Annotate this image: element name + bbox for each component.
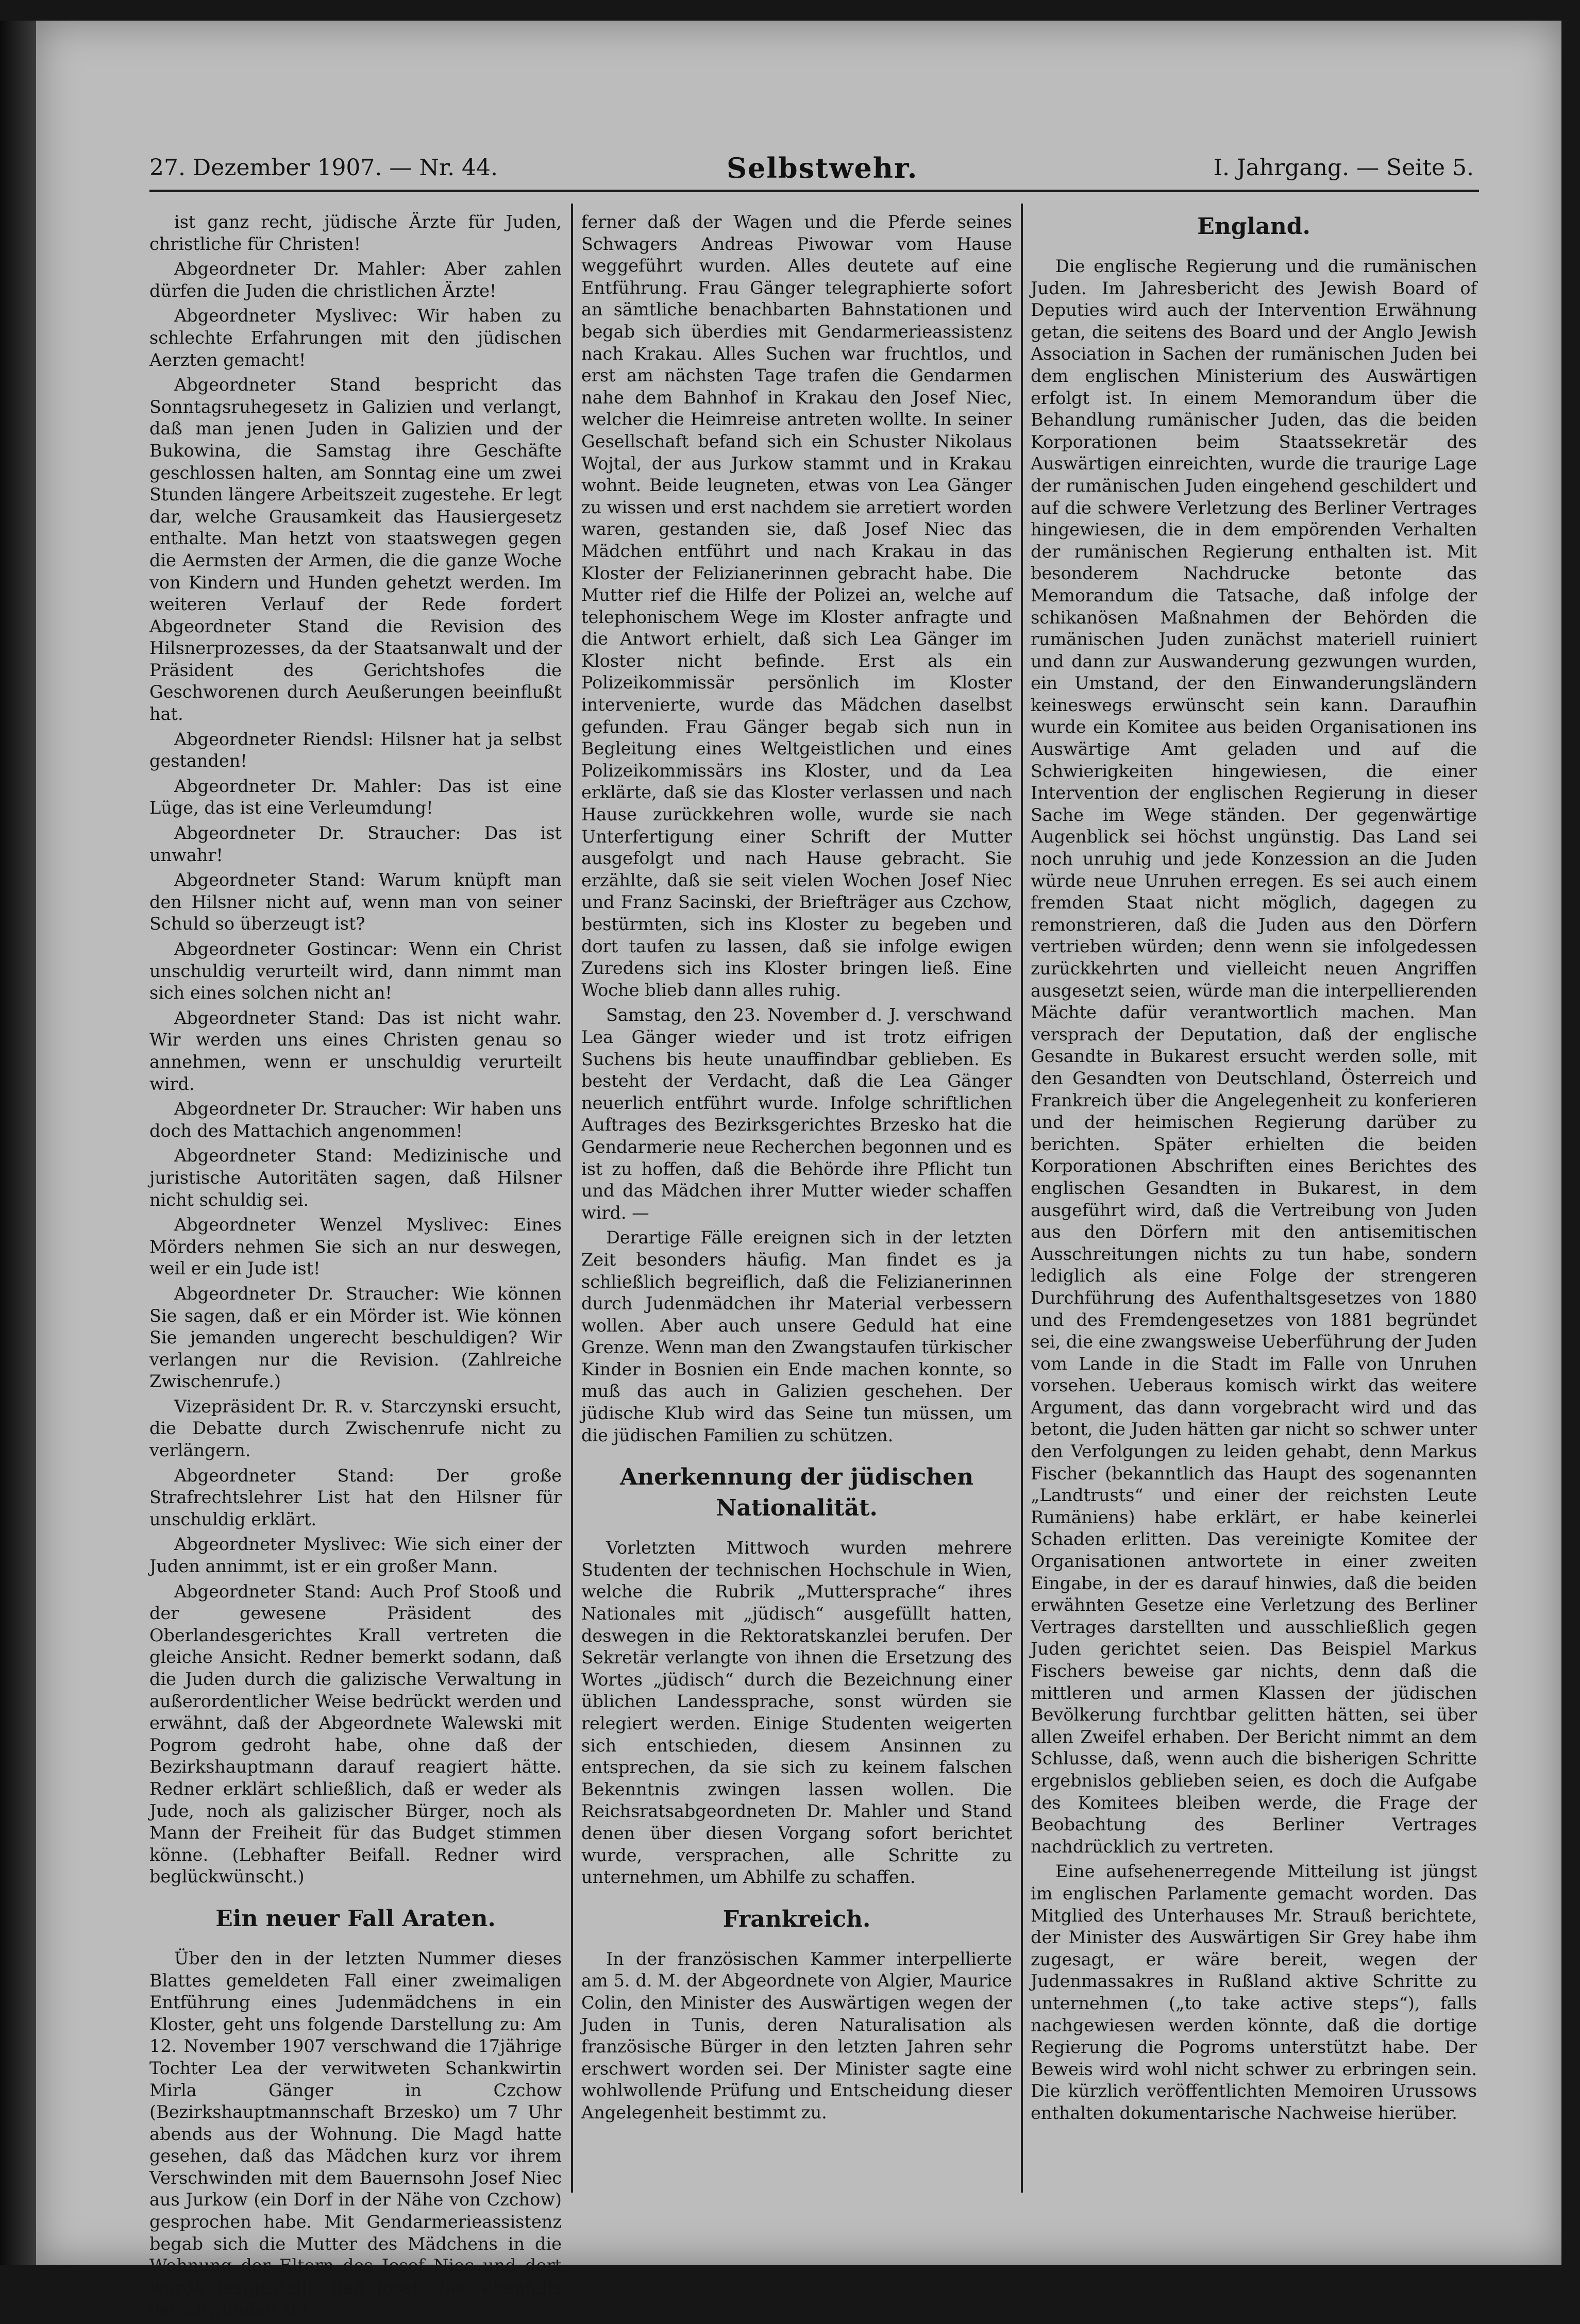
column-divider-2 xyxy=(1021,204,1023,2193)
paragraph: Vorletzten Mittwoch wurden mehrere Studenten der technischen Hochschule in Wien, welche die Rubrik „Muttersprache“ ihres Nationales mit „jüdisch“ ausgefüllt hatten, deswegen in die Rektoratskanzlei berufen. Der Sekretär verlangte von ihnen die Ersetzung des Wortes „jüdisch“ durch die Bezeichnung einer üblichen Landessprache, sonst würden sie relegiert werden. Einige Studenten weigerten sich entschieden, diesem Ansinnen zu entsprechen, da sie sich zu keinem falschen Bekenntnis zwingen lassen wollen. Die Reichsratsabgeordneten Dr. Mahler und Stand denen über diesen Vorgang sofort berichtet wurde, versprachen, alle Schritte zu unternehmen, um Abhilfe zu schaffen. xyxy=(581,1538,1012,1888)
paragraph: Vizepräsident Dr. R. v. Starczynski ersucht, die Debatte durch Zwischenrufe nicht zu verlängern. xyxy=(149,1396,562,1461)
paragraph: Abgeordneter Stand bespricht das Sonntagsruhegesetz in Galizien und verlangt, daß man jenen Juden in Galizien und der Bukowina, die Samstag ihre Geschäfte geschlossen halten, am Sonntag eine um zwei Stunden längere Arbeitszeit zugestehe. Er legt dar, welche Grausamkeit das Hausiergesetz enthalte. Man hetzt von staatswegen gegen die Aermsten der Armen, die die ganze Woche von Kindern und Hunden gehetzt werden. Im weiteren Verlauf der Rede fordert Abgeordneter Stand die Revision des Hilsnerprozesses, da der Staatsanwalt und der Präsident des Gerichtshofes die Geschworenen durch Aeußerungen beeinflußt hat. xyxy=(149,375,562,725)
paragraph: Abgeordneter Dr. Straucher: Wir haben uns doch des Mattachich angenommen! xyxy=(149,1099,562,1141)
paragraph: ist ganz recht, jüdische Ärzte für Juden, christliche für Christen! xyxy=(149,212,562,254)
paragraph: Abgeordneter Myslivec: Wir haben zu schlechte Erfahrungen mit den jüdischen Aerzten gemacht! xyxy=(149,306,562,370)
paragraph: Derartige Fälle ereignen sich in der letzten Zeit besonders häufig. Man findet es ja schließlich begreiflich, daß die Felizianerinnen durch Judenmädchen ihr Material verbessern wollen. Aber auch unsere Geduld hat eine Grenze. Wenn man den Zwangstaufen türkischer Kinder in Bosnien ein Ende machen konnte, so muß das auch in Galizien geschehen. Der jüdische Klub wird das Seine tun müssen, um die jüdischen Familien zu schützen. xyxy=(581,1227,1012,1445)
paragraph: Über den in der letzten Nummer dieses Blattes gemeldeten Fall einer zweimaligen Entführung eines Judenmädchens in ein Kloster, geht uns folgende Darstellung zu: Am 12. November 1907 verschwand die 17jährige Tochter Lea der verwitweten Schankwirtin Mirla Gänger in Czchow (Bezirkshauptmannschaft Brzesko) um 7 Uhr abends aus der Wohnung. Die Magd hatte gesehen, daß das Mädchen kurz vor ihrem Verschwinden mit dem Bauernsohn Josef Niec aus Jurkow (ein Dorf in der Nähe von Czchow) gesprochen habe. Mit Gendarmerieassistenz begab sich die Mutter des Mädchens in die Wohnung der Eltern des Josef Niec und dort wurde festgestellt, daß Josef Niec ebenfalls verschwunden sei, xyxy=(149,1948,562,2320)
paragraph: Abgeordneter Dr. Mahler: Das ist eine Lüge, das ist eine Verleumdung! xyxy=(149,776,562,818)
header-date-issue: 27. Dezember 1907. — Nr. 44. xyxy=(149,155,498,181)
paragraph: Abgeordneter Riendsl: Hilsner hat ja selbst gestanden! xyxy=(149,729,562,771)
paragraph: Samstag, den 23. November d. J. verschwand Lea Gänger wieder und ist trotz eifrigen Suchens bis heute unauffindbar geblieben. Es besteht der Verdacht, daß die Lea Gänger neuerlich entführt wurde. Infolge schriftlichen Auftrages des Bezirksgerichtes Brzesko hat die Gendarmerie neue Recherchen begonnen und es ist zu hoffen, daß die Behörde ihre Pflicht tun und das Mädchen ihrer Mutter wieder schaffen wird. — xyxy=(581,1005,1012,1223)
column-2 xyxy=(581,211,1012,2127)
paragraph: Abgeordneter Dr. Mahler: Aber zahlen dürfen die Juden die christlichen Ärzte! xyxy=(149,259,562,301)
paragraph: Abgeordneter Stand: Der große Strafrechtslehrer List hat den Hilsner für unschuldig erklärt. xyxy=(149,1465,562,1529)
paragraph: Abgeordneter Stand: Auch Prof Stooß und der gewesene Präsident des Oberlandesgerichtes Krall vertreten die gleiche Ansicht. Redner bemerkt sodann, daß die Juden durch die galizische Verwaltung in außerordentlicher Weise bedrückt werden und erwähnt, daß der Abgeordnete Walewski mit Pogrom gedroht habe, ohne daß der Bezirkshauptmann darauf reagiert hätte. Redner erklärt schließlich, daß er weder als Jude, noch als galizischer Bürger, noch als Mann der Freiheit für das Budget stimmen könne. (Lebhafter Beifall. Redner wird beglückwünscht.) xyxy=(149,1581,562,1887)
column-3 xyxy=(1031,211,1477,2127)
paragraph: Abgeordneter Stand: Warum knüpft man den Hilsner nicht auf, wenn man von seiner Schuld so überzeugt ist? xyxy=(149,870,562,934)
header-volume-page: I. Jahrgang. — Seite 5. xyxy=(1213,155,1474,181)
paragraph: Abgeordneter Stand: Das ist nicht wahr. Wir werden uns eines Christen genau so annehmen, wenn er unschuldig verurteilt wird. xyxy=(149,1007,562,1094)
paragraph: Abgeordneter Gostincar: Wenn ein Christ unschuldig verurteilt wird, dann nimmt man sich eines solchen nicht an! xyxy=(149,939,562,1003)
article-headline: England. xyxy=(1197,213,1310,240)
header-rule xyxy=(149,190,1479,192)
scan-edge xyxy=(0,21,36,2265)
article-headline: Anerkennung der jüdischen Nationalität. xyxy=(619,1464,974,1522)
paragraph: Abgeordneter Wenzel Myslivec: Eines Mörders nehmen Sie sich an nur deswegen, weil er ein Jude ist! xyxy=(149,1215,562,1279)
column-divider-1 xyxy=(571,204,573,2193)
paragraph: Abgeordneter Myslivec: Wie sich einer der Juden annimmt, ist er ein großer Mann. xyxy=(149,1534,562,1577)
column-1 xyxy=(149,211,562,2324)
paragraph: ferner daß der Wagen und die Pferde seines Schwagers Andreas Piwowar vom Hause weggeführt wurden. Alles deutete auf eine Entführung. Frau Gänger telegraphierte sofort an sämtliche benachbarten Bahnstationen und begab sich überdies mit Gendarmerieassistenz nach Krakau. Alles Suchen war fruchtlos, und erst am nächsten Tage trafen die Gendarmen nahe dem Bahnhof in Krakau den Josef Niec, welcher die Heimreise antreten wollte. In seiner Gesellschaft befand sich ein Schuster Nikolaus Wojtal, der aus Jurkow stammt und in Krakau wohnt. Beide leugneten, etwas von Lea Gänger zu wissen und erst nachdem sie arretiert worden waren, gestanden sie, daß Josef Niec das Mädchen entführt und nach Krakau in das Kloster der Felizianerinnen gebracht habe. Die Mutter rief die Hilfe der Polizei an, welche auf telephonischem Wege im Kloster anfragte und die Antwort erhielt, daß sich Lea Gänger im Kloster nicht befinde. Erst als ein Polizeikommissär persönlich im Kloster intervenierte, wurde das Mädchen daselbst gefunden. Frau Gänger begab sich nun in Begleitung eines Weltgeistlichen und eines Polizeikommissärs ins Kloster, und da Lea erklärte, daß sie das Kloster verlassen und nach Hause zurückkehren wolle, wurde sie nach Unterfertigung einer Schrift der Mutter ausgefolgt und nach Hause gebracht. Sie erzählte, daß sie seit vielen Wochen Josef Niec und Franz Sacinski, der Briefträger aus Czchow, bestürmten, sich ins Kloster zu begeben und dort taufen zu lassen, daß sie infolge ewigen Zuredens sich ins Kloster bringen ließ. Eine Woche blieb dann alles ruhig. xyxy=(581,212,1012,1000)
paragraph: In der französischen Kammer interpellierte am 5. d. M. der Abgeordnete von Algier, Maurice Colin, den Minister des Auswärtigen wegen der Juden in Tunis, deren Naturalisation als französische Bürger in den letzten Jahren sehr erschwert worden sei. Der Minister sagte eine wohlwollende Prüfung und Entscheidung dieser Angelegenheit bestimmt zu. xyxy=(581,1948,1012,2123)
page-header xyxy=(149,151,1474,191)
header-masthead: Selbstwehr. xyxy=(727,151,918,184)
article-headline: Frankreich. xyxy=(722,1906,871,1932)
paragraph: Eine aufsehenerregende Mitteilung ist jüngst im englischen Parlamente gemacht worden. Das Mitglied des Unterhauses Mr. Strauß berichtete, der Minister des Auswärtigen Sir Grey habe ihm zugesagt, er wäre bereit, wegen der Judenmassakres in Rußland aktive Schritte zu unternehmen („to take active steps“), falls nachgewiesen werden könnte, daß die dortige Regierung die Pogroms unterstützt habe. Der Beweis wird wohl nicht schwer zu erbringen sein. Die kürzlich veröffentlichten Memoiren Urussows enthalten dokumentarische Nachweise hierüber. xyxy=(1031,1861,1477,2123)
paragraph: Abgeordneter Dr. Straucher: Wie können Sie sagen, daß er ein Mörder ist. Wie können Sie jemanden ungerecht beschuldigen? Wir verlangen nur die Revision. (Zahlreiche Zwischenrufe.) xyxy=(149,1283,562,1392)
paragraph: Die englische Regierung und die rumänischen Juden. Im Jahresbericht des Jewish Board of Deputies wird auch der Intervention Erwähnung getan, die seitens des Board und der Anglo Jewish Association in Sachen der rumänischen Juden bei dem englischen Ministerium des Auswärtigen erfolgt ist. In einem Memorandum über die Behandlung rumänischer Juden, das die beiden Korporationen beim Staatssekretär des Auswärtigen einreichten, wurde die traurige Lage der rumänischen Juden eingehend geschildert und auf die schwere Verletzung des Berliner Vertrages hingewiesen, die in dem empörenden Verhalten der rumänischen Regierung enthalten ist. Mit besonderem Nachdrucke betonte das Memorandum die Tatsache, daß infolge der schikanösen Maßnahmen der Behörden die rumänischen Juden zunächst materiell ruiniert und dann zur Auswanderung gezwungen wurden, ein Umstand, der den Einwanderungsländern keineswegs erwünscht sein kann. Daraufhin wurde ein Komitee aus beiden Organisationen ins Auswärtige Amt geladen und auf die Schwierigkeiten hingewiesen, die einer Intervention der englischen Regierung in dieser Sache im Wege ständen. Der gegenwärtige Augenblick sei höchst ungünstig. Das Land sei noch unruhig und jede Konzession an die Juden würde neue Unruhen erregen. Es sei auch einem fremden Staat nicht möglich, dagegen zu remonstrieren, daß die Juden aus den Dörfern vertrieben würden; denn wenn sie infolgedessen zurückkehrten und vielleicht neuen Angriffen ausgesetzt seien, würde man die interpellierenden Mächte dafür verantwortlich machen. Man versprach der Deputation, daß der englische Gesandte in Bukarest ersucht werden solle, mit den Gesandten von Deutschland, Österreich und Frankreich über die Angelegenheit zu konferieren und der heimischen Regierung darüber zu berichten. Später erhielten die beiden Korporationen Abschriften eines Berichtes des englischen Gesandten in Bukarest, in dem ausgeführt wird, daß die Vertreibung von Juden aus den Dörfern mit den antisemitischen Ausschreitungen nichts zu tun habe, sondern lediglich als eine Folge der strengeren Durchführung des Aufenthaltsgesetzes von 1880 und des Fremdengesetzes von 1881 begründet sei, die eine zwangsweise Ueberführung der Juden vom Lande in die Stadt im Falle von Unruhen vorsehen. Ueberaus komisch wirkt das weitere Argument, das dann vorgebracht wird und das betont, die Juden hätten gar nicht so schwer unter den Verfolgungen zu leiden gehabt, denn Markus Fischer (bekanntlich das Haupt des sogenannten „Landtrusts“ und einer der reichsten Leute Rumäniens) habe erklärt, er habe keinerlei Schaden erlitten. Das vereinigte Komitee der Organisationen antwortete in einer zweiten Eingabe, in der es darauf hinwies, daß die beiden erwähnten Gesetze eine Verletzung des Berliner Vertrages darstellten und ausschließlich gegen Juden gerichtet seien. Das Beispiel Markus Fischers beweise gar nichts, denn daß die mittleren und armen Klassen der jüdischen Bevölkerung furchtbar gelitten hätten, sei über allen Zweifel erhaben. Der Bericht nimmt an dem Schlusse, daß, wenn auch die bisherigen Schritte ergebnislos geblieben seien, es doch die Aufgabe des Komitees bleiben werde, die Frage der Beobachtung des Berliner Vertrages nachdrücklich zu vertreten. xyxy=(1031,256,1477,1857)
article-headline: Ein neuer Fall Araten. xyxy=(215,1905,496,1932)
paragraph: Abgeordneter Stand: Medizinische und juristische Autoritäten sagen, daß Hilsner nicht schuldig sei. xyxy=(149,1146,562,1210)
paragraph: Abgeordneter Dr. Straucher: Das ist unwahr! xyxy=(149,823,562,865)
